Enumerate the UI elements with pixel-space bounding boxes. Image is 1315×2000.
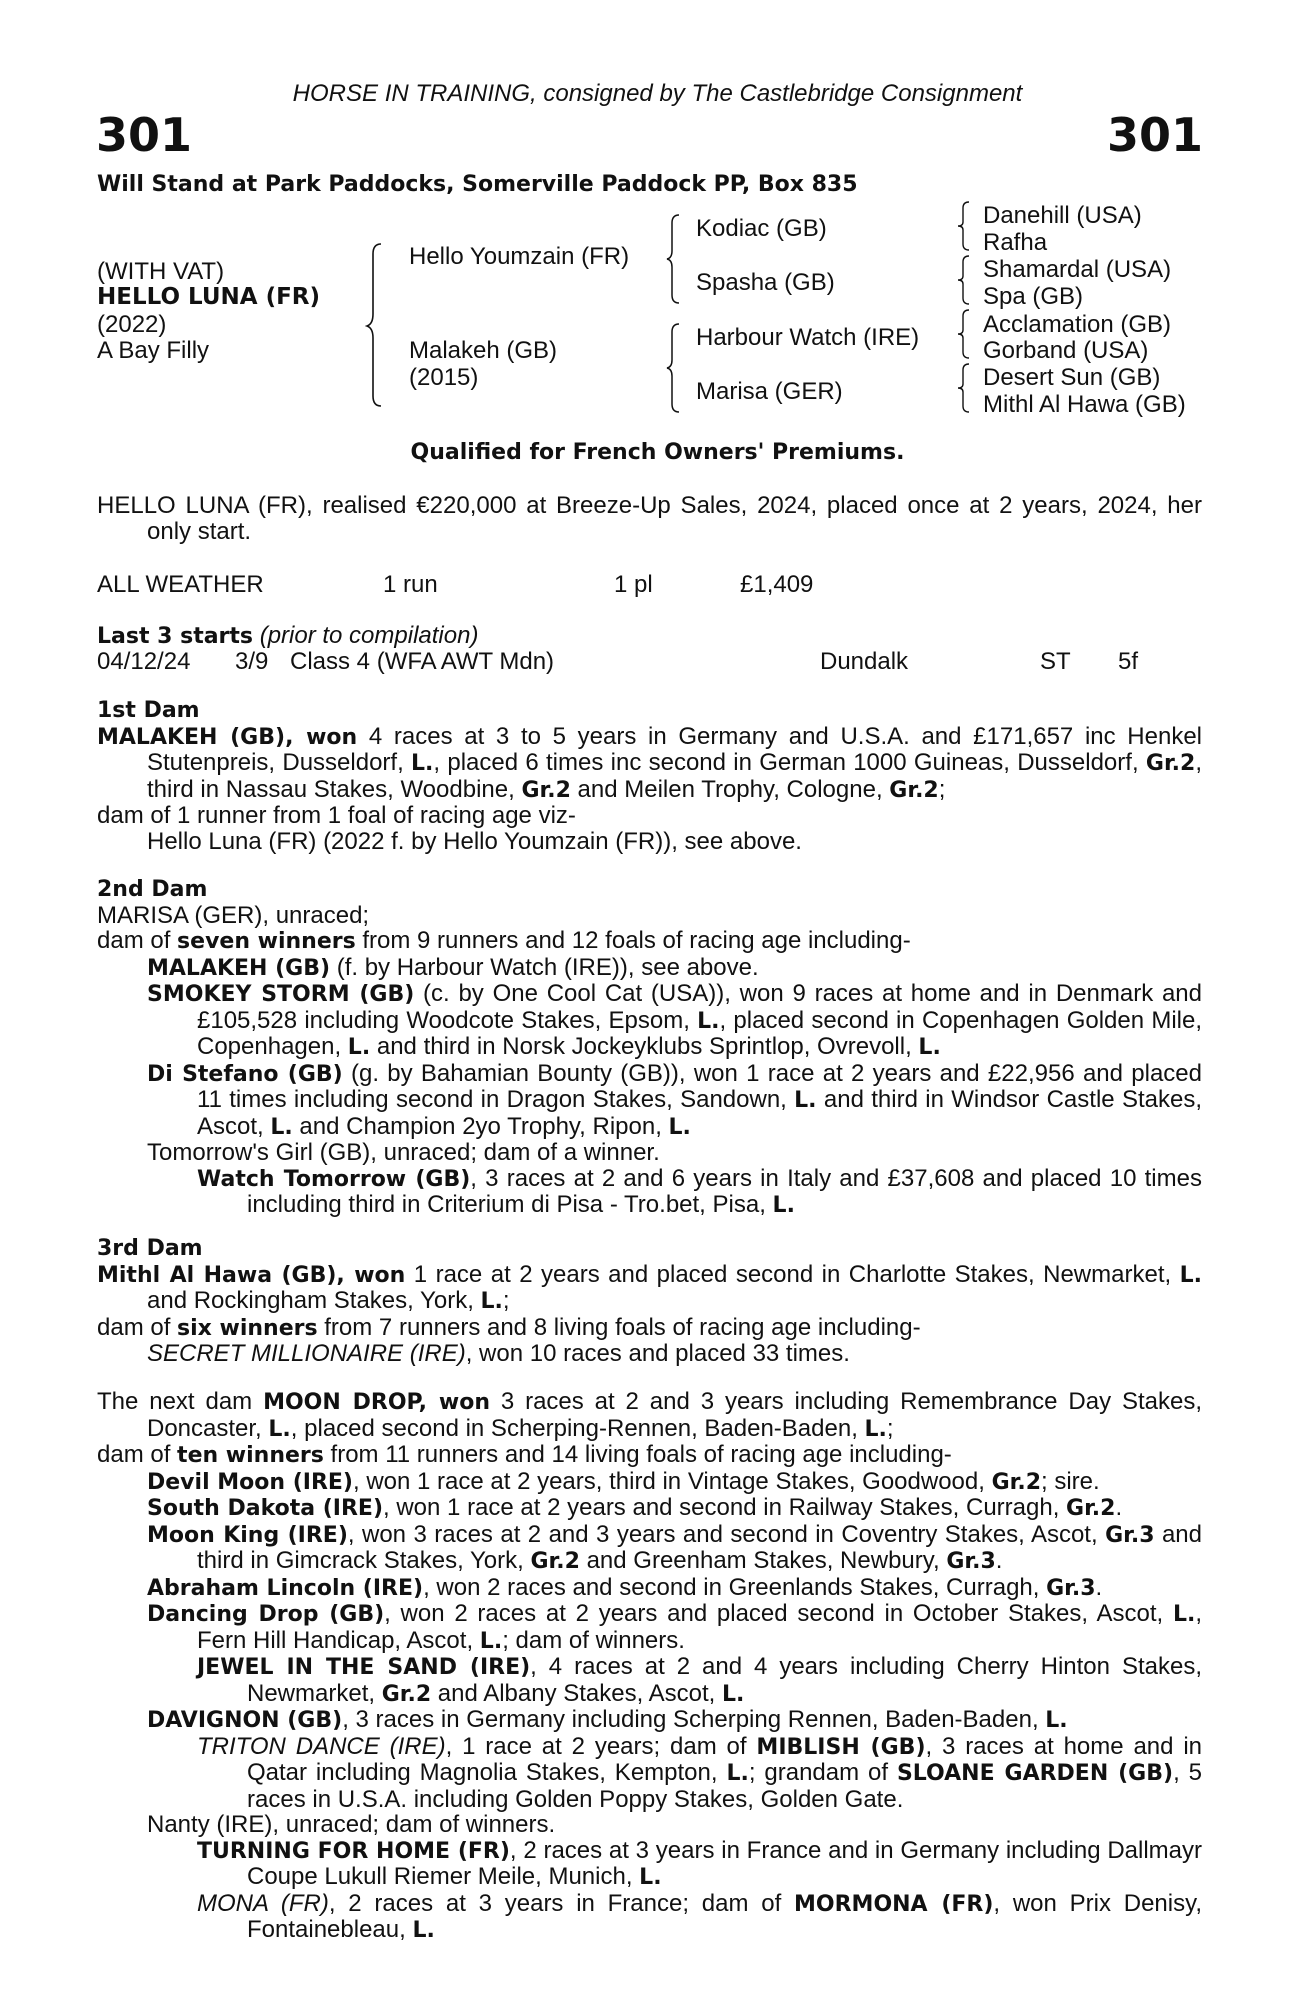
race-summary [97,493,1202,544]
dam-dam-sire: Desert Sun (GB) [983,364,1161,391]
produce-moon-king: Moon King (IRE), won 3 races at 2 and 3 years and second in Coventry Stakes, Ascot, Gr.3 and third in Gimcrack Stakes, York, Gr.2 and Greenham Stakes, Newbury, Gr.3. [147,1520,1202,1574]
lot-number-left: 301 [96,108,193,162]
produce-abraham-lincoln: Abraham Lincoln (IRE), won 2 races and second in Greenlands Stakes, Curragh, Gr.3. [147,1573,1103,1601]
first-dam-record: MALAKEH (GB), won 4 races at 3 to 5 years in Germany and U.S.A. and £171,657 inc Henkel Stutenpreis, Dusseldorf, L., placed 6 times inc second in German 1000 Guineas, Dusseldorf, Gr.2, third in Nassau Stakes, Woodbine, Gr.2 and Meilen Trophy, Cologne, Gr.2; [97,722,1203,803]
next-dam-section [97,1389,1202,1944]
produce-devil-moon: Devil Moon (IRE), won 1 race at 2 years, third in Vintage Stakes, Goodwood, Gr.2; sire. [147,1467,1100,1495]
pedigree-brace-ds [956,308,976,360]
produce-turning-for-home: TURNING FOR HOME (FR), 2 races at 3 years in France and in Germany including Dallmayr Coupe Lukull Riemer Meile, Munich, L. [197,1836,1202,1890]
pedigree-brace-sd [956,254,976,306]
produce-tomorrows-girl: Tomorrow's Girl (GB), unraced; dam of a winner. [147,1139,660,1166]
produce-secret-millionaire: SECRET MILLIONAIRE (IRE), won 10 races and placed 33 times. [147,1340,850,1367]
next-dam-record: The next dam MOON DROP, won 3 races at 2 and 3 years including Remembrance Day Stakes, Doncaster, L., placed second in Scherping-Rennen, Baden-Baden, L.; [97,1388,1202,1442]
third-dam-record: Mithl Al Hawa (GB), won 1 race at 2 years and placed second in Charlotte Stakes, Newmarket, L. and Rockingham Stakes, York, L.; [97,1260,1202,1314]
horse-name: HELLO LUNA (FR) [97,284,321,310]
record-runs: 1 run [383,571,438,598]
produce-di-stefano: Di Stefano (GB) (g. by Bahamian Bounty (GB)), won 1 race at 2 years and £22,956 and placed 11 times including second in Dragon Stakes, Sandown, L. and third in Windsor Castle Stakes, Ascot, L. and Champion 2yo Trophy, Ripon, L. [147,1059,1202,1140]
sire: Hello Youmzain (FR) [409,243,630,270]
dam-sire: Harbour Watch (IRE) [696,324,920,351]
second-dam-line: MARISA (GER), unraced; [97,901,370,929]
record-earnings: £1,409 [740,571,814,598]
produce-triton-dance: TRITON DANCE (IRE), 1 race at 2 years; dam of MIBLISH (GB), 3 races at home and in Qatar including Magnolia Stakes, Kempton, L.; grandam of SLOANE GARDEN (GB), 5 races in U.S.A. including Golden Poppy Stakes, Golden Gate. [197,1732,1203,1813]
consignment-header: HORSE IN TRAINING, consigned by The Castlebridge Consignment [292,80,1023,107]
sire-sire: Kodiac (GB) [696,215,827,242]
produce-mona: MONA (FR), 2 races at 3 years in France; dam of MORMONA (FR), won Prix Denisy, Fontainebleau, L. [197,1889,1202,1943]
sire-sire-sire: Danehill (USA) [983,202,1142,229]
third-dam-heading: 3rd Dam [97,1236,203,1261]
start-race: Class 4 (WFA AWT Mdn) [290,648,555,675]
start-course: Dundalk [820,648,909,675]
second-dam-heading: 2nd Dam [97,877,208,902]
pedigree-brace-main [365,240,395,410]
pedigree-brace-sire [665,213,687,305]
second-dam-section [97,877,1202,1219]
first-dam-heading: 1st Dam [97,698,200,723]
pedigree-brace-ss [956,200,976,252]
dam-sire-dam: Gorband (USA) [983,337,1149,364]
qualification-note: Qualified for French Owners' Premiums. [410,440,905,465]
horse-vat: (WITH VAT) [97,258,225,285]
first-dam-foal: Hello Luna (FR) (2022 f. by Hello Youmzain (FR)), see above. [147,827,802,855]
produce-south-dakota: South Dakota (IRE), won 1 race at 2 years and second in Railway Stakes, Curragh, Gr.2. [147,1494,1123,1521]
second-dam-produce: dam of seven winners from 9 runners and 12 foals of racing age including- [97,927,911,954]
start-going: ST [1040,648,1071,675]
summary-text: HELLO LUNA (FR), realised €220,000 at Breeze-Up Sales, 2024, placed once at 2 years, 2024, her only start. [97,492,1202,545]
produce-malakeh: MALAKEH (GB) (f. by Harbour Watch (IRE)), see above. [147,953,759,981]
record-surface: ALL WEATHER [97,571,264,598]
dam-sire-sire: Acclamation (GB) [983,311,1172,338]
lot-number-right: 301 [1106,108,1203,162]
record-placed: 1 pl [614,571,653,598]
first-dam-produce: dam of 1 runner from 1 foal of racing age viz- [97,802,576,829]
horse-description: A Bay Filly [97,337,210,364]
dam-year: (2015) [409,364,479,391]
first-dam-section [97,698,1202,854]
start-distance: 5f [1118,648,1139,675]
third-dam-section [97,1236,1202,1367]
produce-davignon: DAVIGNON (GB), 3 races in Germany including Scherping Rennen, Baden-Baden, L. [147,1706,1068,1733]
next-dam-produce: dam of ten winners from 11 runners and 14 living foals of racing age including- [97,1441,952,1468]
horse-year: (2022) [97,311,167,338]
dam-dam: Marisa (GER) [696,378,843,405]
start-date: 04/12/24 [97,648,191,675]
produce-watch-tomorrow: Watch Tomorrow (GB), 3 races at 2 and 6 years in Italy and £37,608 and placed 10 times including third in Criterium di Pisa - Tro.bet, Pisa, L. [197,1164,1202,1218]
produce-nanty: Nanty (IRE), unraced; dam of winners. [147,1811,556,1838]
stand-location: Will Stand at Park Paddocks, Somerville Paddock PP, Box 835 [97,172,858,197]
sire-dam: Spasha (GB) [696,269,835,296]
dam-dam-dam: Mithl Al Hawa (GB) [983,391,1186,418]
dam: Malakeh (GB) [409,337,558,364]
produce-dancing-drop: Dancing Drop (GB), won 2 races at 2 years and placed second in October Stakes, Ascot, L., Fern Hill Handicap, Ascot, L.; dam of winners. [147,1600,1202,1654]
pedigree-brace-dd [956,362,976,414]
last-starts-heading: Last 3 starts (prior to compilation) [97,622,479,649]
sire-sire-dam: Rafha [983,229,1048,256]
produce-smokey-storm: SMOKEY STORM (GB) (c. by One Cool Cat (USA)), won 9 races at home and in Denmark and £105,528 including Woodcote Stakes, Epsom, L., placed second in Copenhagen Golden Mile, Copenhagen, L. and third in Norsk Jockeyklubs Sprintlop, Ovrevoll, L. [147,980,1203,1060]
sire-dam-dam: Spa (GB) [983,283,1084,310]
start-position: 3/9 [235,648,269,675]
produce-jewel-in-the-sand: JEWEL IN THE SAND (IRE), 4 races at 2 and 4 years including Cherry Hinton Stakes, Newmarket, Gr.2 and Albany Stakes, Ascot, L. [197,1653,1202,1707]
third-dam-produce: dam of six winners from 7 runners and 8 living foals of racing age including- [97,1313,921,1341]
pedigree-brace-dam [665,322,687,414]
sire-dam-sire: Shamardal (USA) [983,256,1172,283]
